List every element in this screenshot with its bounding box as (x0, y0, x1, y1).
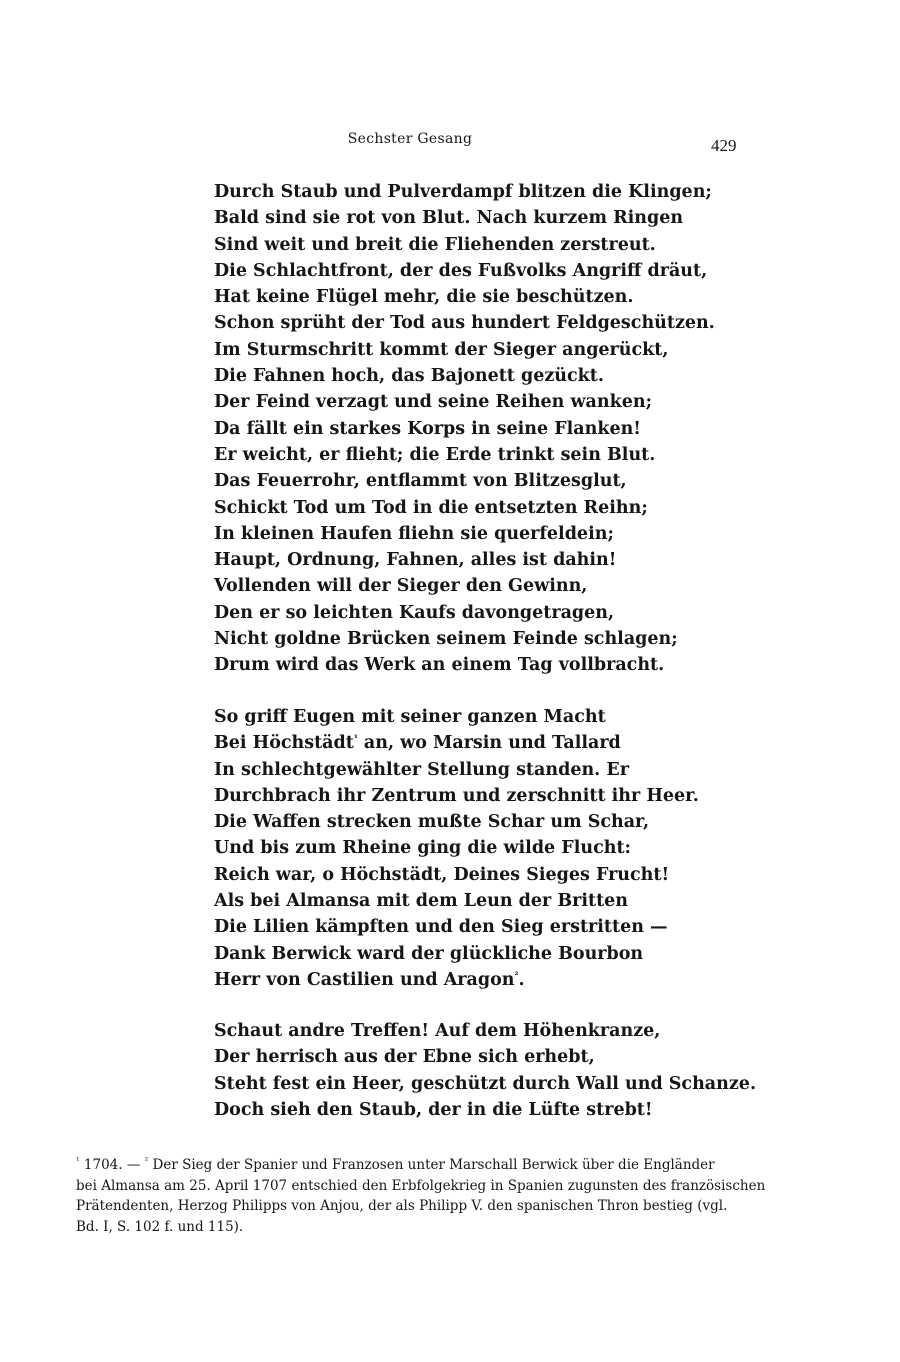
footnote-1-text: 1704. — (79, 1157, 145, 1173)
verse-line: Die Schlachtfront, der des Fußvolks Angriff dräut, (214, 260, 708, 281)
verse-line: In schlechtgewählter Stellung standen. Er (214, 759, 629, 780)
verse-text: Bei Höchstädt (214, 733, 354, 754)
verse-line: Nicht goldne Brücken seinem Feinde schlagen; (214, 629, 678, 650)
verse-line: Da fällt ein starkes Korps in seine Flanken! (214, 418, 641, 439)
verse-line: So griff Eugen mit seiner ganzen Macht (214, 707, 606, 727)
verse-line: Haupt, Ordnung, Fahnen, alles ist dahin! (214, 550, 617, 571)
verse-line: Steht fest ein Heer, geschützt durch Wall und Schanze. (214, 1073, 757, 1094)
verse-line: Durch Staub und Pulverdampf blitzen die Klingen; (214, 182, 712, 202)
verse-line: Der Feind verzagt und seine Reihen wanken; (214, 392, 653, 413)
footnotes (76, 1155, 766, 1237)
verse-line: Den er so leichten Kaufs davongetragen, (214, 602, 615, 623)
verse-line: Schaut andre Treffen! Auf dem Höhenkranze, (214, 1021, 661, 1041)
footnote-line: bei Almansa am 25. April 1707 entschied den Erbfolgekrieg in Spanien zugunsten des französischen (76, 1177, 766, 1194)
verse-line: In kleinen Haufen fliehn sie querfeldein; (214, 523, 614, 544)
verse-line: Der herrisch aus der Ebne sich erhebt, (214, 1047, 595, 1068)
poem-stanza-3 (214, 1018, 756, 1123)
footnote-ref-2: ² (514, 971, 519, 982)
verse-line: Bald sind sie rot von Blut. Nach kurzem Ringen (214, 208, 684, 229)
verse-line: Die Lilien kämpften und den Sieg erstritten — (214, 917, 668, 938)
footnote-line: Prätendenten, Herzog Philipps von Anjou, der als Philipp V. den spanischen Thron bestieg (vgl. (76, 1198, 728, 1214)
verse-line: Als bei Almansa mit dem Leun der Britten (214, 891, 629, 912)
footnote-line (76, 1155, 740, 1176)
verse-text: an, wo Marsin und Tallard (357, 733, 621, 754)
verse-line-with-footnote (214, 730, 699, 756)
verse-line: Reich war, o Höchstädt, Deines Sieges Frucht! (214, 864, 670, 885)
verse-line: Und bis zum Rheine ging die wilde Flucht: (214, 838, 632, 859)
verse-line-with-footnote (214, 967, 699, 993)
verse-line: Das Feuerrohr, entflammt von Blitzesglut, (214, 471, 627, 492)
verse-line: Hat keine Flügel mehr, die sie beschützen. (214, 287, 634, 308)
running-head: Sechster Gesang (347, 131, 473, 147)
verse-line: Drum wird das Werk an einem Tag vollbracht. (214, 655, 665, 676)
footnote-line: Bd. I, S. 102 f. und 115). (76, 1218, 244, 1235)
footnote-2-text: Der Sieg der Spanier und Franzosen unter Marschall Berwick über die Engländer (148, 1157, 715, 1173)
verse-text: . (518, 969, 525, 990)
verse-line: Doch sieh den Staub, der in die Lüfte strebt! (214, 1099, 653, 1120)
verse-line: Er weicht, er flieht; die Erde trinkt sein Blut. (214, 444, 656, 465)
verse-line: Im Sturmschritt kommt der Sieger angerückt, (214, 339, 669, 360)
footnote-mark-1: ¹ (76, 1156, 80, 1167)
page-number: 429 (711, 136, 737, 155)
verse-text: Herr von Castilien und Aragon (214, 969, 515, 990)
verse-line: Dank Berwick ward der glückliche Bourbon (214, 943, 644, 964)
verse-line: Durchbrach ihr Zentrum und zerschnitt ihr Heer. (214, 785, 699, 806)
verse-line: Die Fahnen hoch, das Bajonett gezückt. (214, 366, 604, 387)
verse-line: Vollenden will der Sieger den Gewinn, (214, 576, 588, 597)
poem-stanza-2 (214, 704, 699, 993)
footnote-mark-2: ² (144, 1156, 149, 1167)
verse-line: Sind weit und breit die Fliehenden zerstreut. (214, 234, 656, 255)
verse-line: Schickt Tod um Tod in die entsetzten Reihn; (214, 497, 648, 518)
poem-stanza-1 (214, 179, 715, 679)
verse-line: Die Waffen strecken mußte Schar um Schar, (214, 812, 650, 833)
verse-line: Schon sprüht der Tod aus hundert Feldgeschützen. (214, 313, 715, 334)
footnote-ref-1: ¹ (353, 734, 358, 745)
